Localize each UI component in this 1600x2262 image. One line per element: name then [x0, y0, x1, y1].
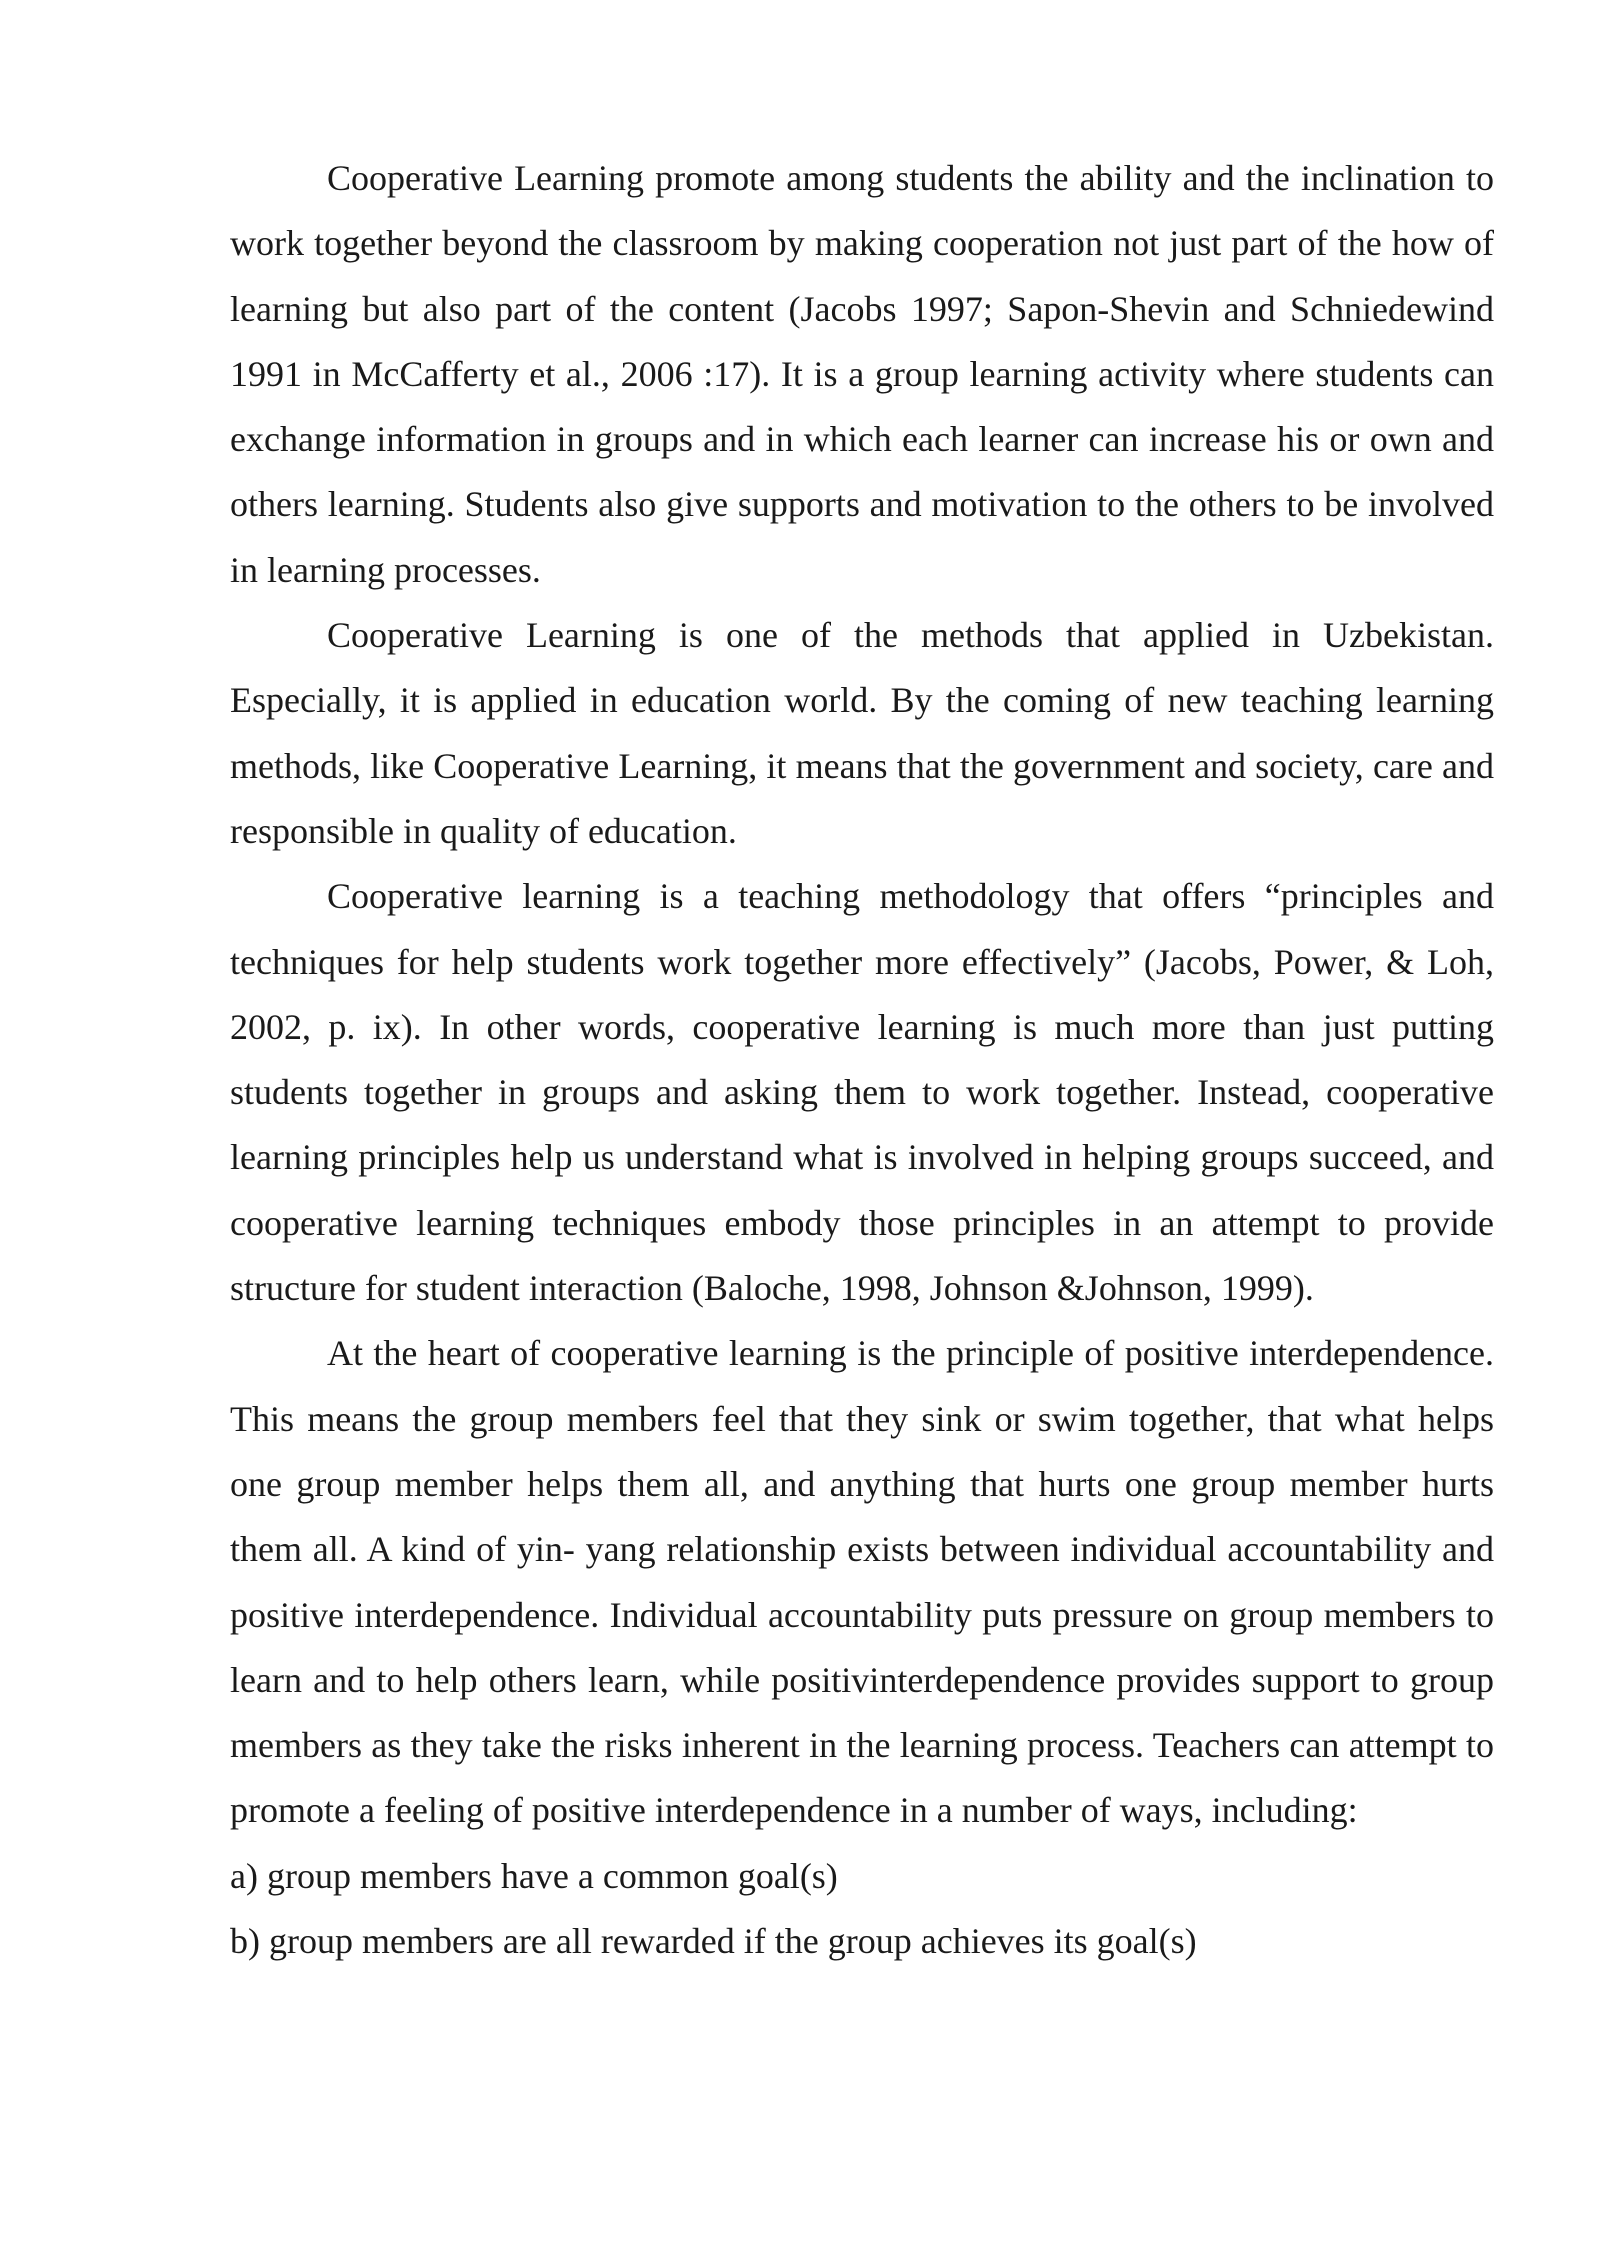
paragraph-uzbekistan: Cooperative Learning is one of the methods that applied in Uzbekistan. Especially, it is applied in education world. By the coming of new teaching learning methods, like Cooperative Learning, it means that the government and society, care and responsible in quality of education.: [230, 615, 1494, 851]
paragraph-cooperative-learning-intro: Cooperative Learning promote among students the ability and the inclination to work together beyond the classroom by making cooperation not just part of the how of learning but also part of the content (Jacobs 1997; Sapon-Shevin and Schniedewind 1991 in McCafferty et al., 2006 :17). It is a group learning activity where students can exchange information in groups and in which each learner can increase his or own and others learning. Students also give supports and motivation to the others to be involved in learning processes.: [230, 158, 1494, 590]
paragraph-teaching-methodology: Cooperative learning is a teaching methodology that offers “principles and techniques for help students work together more effectively” (Jacobs, Power, & Loh, 2002, p. ix). In other words, cooperative learning is much more than just putting students together in groups and asking them to work together. Instead, cooperative learning principles help us understand what is involved in helping groups succeed, and cooperative learning techniques embody those principles in an attempt to provide structure for student interaction (Baloche, 1998, Johnson &Johnson, 1999).: [230, 876, 1494, 1309]
paragraph-positive-interdependence: At the heart of cooperative learning is the principle of positive interdependence. This means the group members feel that they sink or swim together, that what helps one group member helps them all, and anything that hurts one group member hurts them all. A kind of yin- yang relationship exists between individual accountability and positive interdependence. Individual accountability puts pressure on group members to learn and to help others learn, while positivinterdependence provides support to group members as they take the risks inherent in the learning process. Teachers can attempt to promote a feeling of positive interdependence in a number of ways, including:: [230, 1333, 1494, 1831]
list-item-a: a) group members have a common goal(s): [230, 1855, 838, 1896]
body-text: [230, 146, 1494, 1974]
list-item-b: b) group members are all rewarded if the group achieves its goal(s): [230, 1921, 1197, 1962]
